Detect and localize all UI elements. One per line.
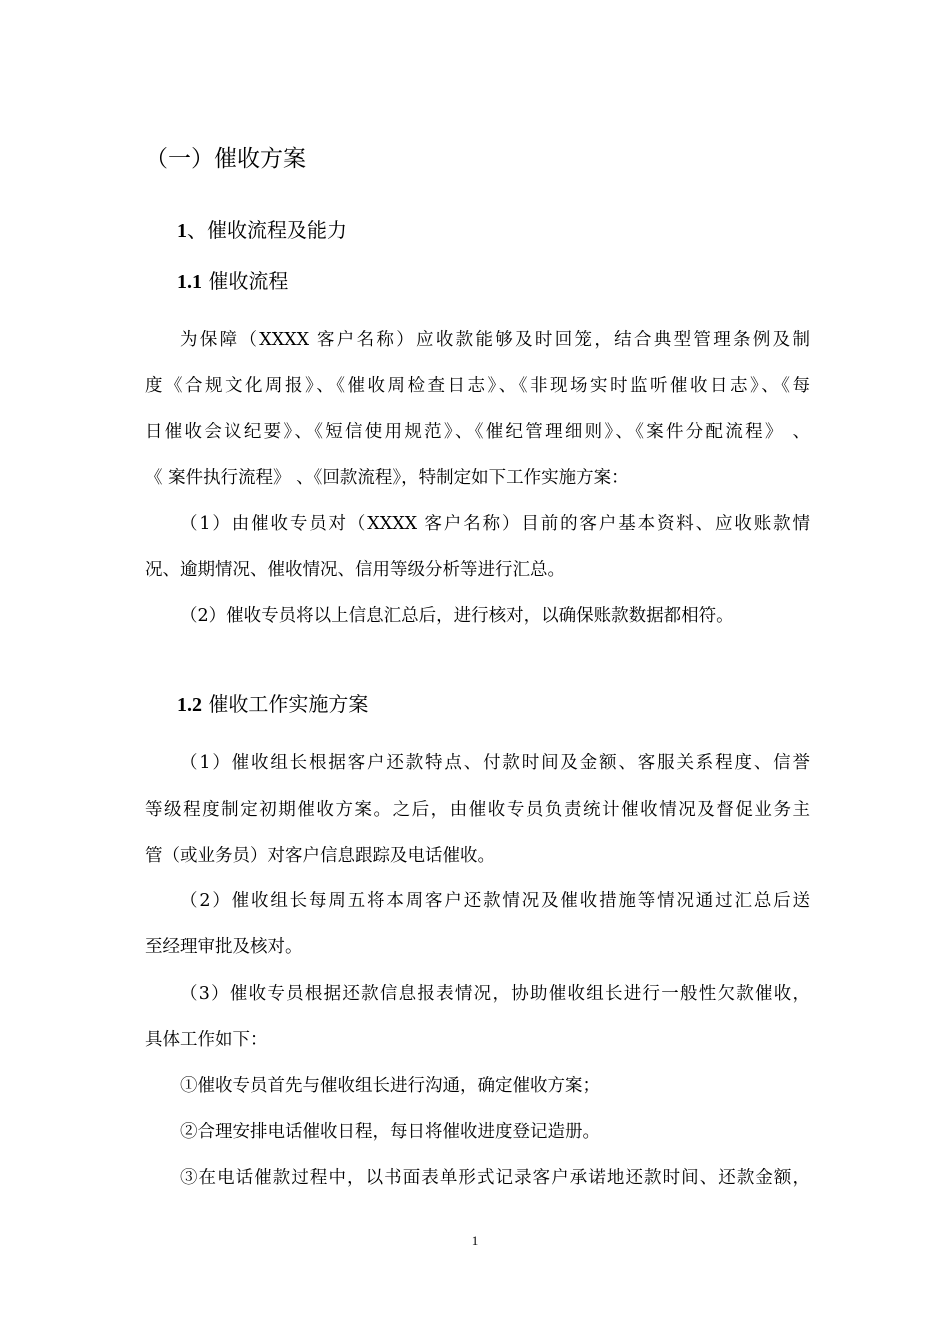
main-heading: （一）催收方案 (145, 146, 306, 172)
paragraph-line: （2）催收组长每周五将本周客户还款情况及催收措施等情况通过汇总后送 (180, 891, 810, 911)
paragraph-line: 等级程度制定初期催收方案。之后，由催收专员负责统计催收情况及督促业务主 (145, 800, 810, 820)
section-1-1-number: 1.1 (177, 271, 202, 293)
section-1-2-number: 1.2 (177, 694, 202, 716)
list-item: ①催收专员首先与催收组长进行沟通，确定催收方案； (180, 1076, 600, 1096)
paragraph-line: 为保障（XXXX 客户名称）应收款能够及时回笼，结合典型管理条例及制 (180, 330, 810, 350)
page-number: 1 (471, 1233, 479, 1248)
paragraph-line: 况、逾期情况、催收情况、信用等级分析等进行汇总。 (145, 560, 565, 580)
section-1-heading (177, 214, 842, 243)
paragraph-line: 日催收会议纪要》、《短信使用规范》、《催纪管理细则》、《案件分配流程》 、 (145, 422, 810, 442)
paragraph-line: （1）由催收专员对（XXXX 客户名称）目前的客户基本资料、应收账款情 (180, 514, 810, 534)
section-1-2-title: 催收工作实施方案 (202, 692, 369, 716)
paragraph-line: 管（或业务员）对客户信息跟踪及电话催收。 (145, 846, 495, 866)
paragraph-line: 《 案件执行流程》 、《回款流程》，特制定如下工作实施方案： (145, 468, 629, 488)
list-item: ②合理安排电话催收日程，每日将催收进度登记造册。 (180, 1122, 600, 1142)
paragraph-line: （3）催收专员根据还款信息报表情况，协助催收组长进行一般性欠款催收， (180, 984, 810, 1004)
paragraph-line: 具体工作如下： (145, 1030, 268, 1050)
paragraph-line: 度《合规文化周报》、《催收周检查日志》、《非现场实时监听催收日志》、《每 (145, 376, 810, 396)
section-1-number: 1 (177, 220, 187, 242)
paragraph-line: 至经理审批及核对。 (145, 937, 303, 957)
section-1-1-title: 催收流程 (202, 269, 289, 293)
paragraph-line: （2）催收专员将以上信息汇总后，进行核对，以确保账款数据都相符。 (180, 606, 734, 626)
section-1-title: 、催收流程及能力 (187, 218, 347, 242)
section-1-2-heading (177, 688, 842, 717)
section-1-1-heading (177, 265, 842, 294)
paragraph-line: （1）催收组长根据客户还款特点、付款时间及金额、客服关系程度、信誉 (180, 753, 810, 773)
list-item: ③在电话催款过程中，以书面表单形式记录客户承诺地还款时间、还款金额， (180, 1168, 810, 1188)
